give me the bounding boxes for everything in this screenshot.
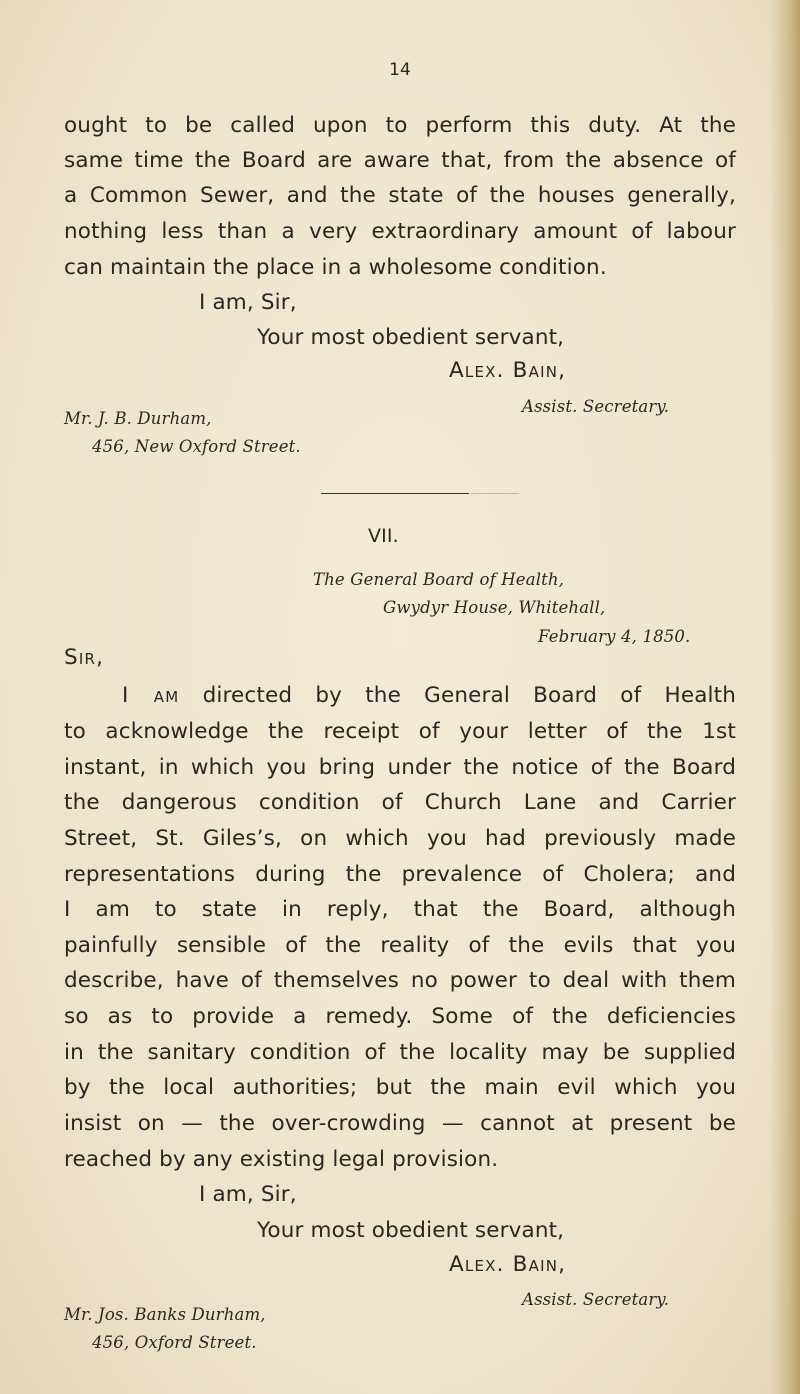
letter1-closing-servant: Your most obedient servant, (257, 325, 565, 350)
body-line: I am to state in reply, that the Board, although (64, 897, 736, 922)
paragraph-line: nothing less than a very extraordinary amount of labour (64, 219, 736, 244)
paragraph-line: same time the Board are aware that, from the absence of (64, 148, 736, 173)
letter2-sender: The General Board of Health, (313, 570, 565, 589)
page-number: 14 (389, 60, 411, 80)
body-line: to acknowledge the receipt of your letter of the 1st (64, 719, 736, 744)
section-divider (321, 493, 469, 494)
body-line: reached by any existing legal provision. (64, 1147, 499, 1172)
letter2-closing-servant: Your most obedient servant, (257, 1218, 565, 1243)
body-line: painfully sensible of the reality of the evils that you (64, 933, 736, 958)
letter2-addressee-name: Mr. Jos. Banks Durham, (64, 1305, 266, 1324)
body-line: insist on — the over-crowding — cannot at present be (64, 1111, 736, 1136)
section-divider-faint (471, 493, 519, 494)
page-edge-shadow (770, 0, 800, 1394)
paragraph-line: a Common Sewer, and the state of the houses generally, (64, 183, 736, 208)
body-line: so as to provide a remedy. Some of the deficiencies (64, 1004, 736, 1029)
letter1-addressee-address: 456, New Oxford Street. (92, 437, 301, 456)
body-line: describe, have of themselves no power to deal with them (64, 968, 736, 993)
letter2-title: Assist. Secretary. (522, 1290, 670, 1309)
body-line: by the local authorities; but the main evil which you (64, 1075, 736, 1100)
letter2-closing: I am, Sir, (199, 1182, 297, 1207)
opening-words: I am (122, 683, 180, 708)
letter2-date: February 4, 1850. (538, 627, 691, 646)
section-number: VII. (368, 525, 399, 547)
body-line: instant, in which you bring under the notice of the Board (64, 755, 736, 780)
letter1-signature: Alex. Bain, (449, 358, 567, 383)
letter2-salutation: Sir, (64, 645, 105, 670)
body-line: directed by the General Board of Health (202, 683, 737, 708)
letter1-title: Assist. Secretary. (522, 397, 670, 416)
paragraph-line: can maintain the place in a wholesome condition. (64, 255, 607, 280)
letter1-addressee-name: Mr. J. B. Durham, (64, 409, 212, 428)
letter2-signature: Alex. Bain, (449, 1252, 567, 1277)
letter2-sender-address: Gwydyr House, Whitehall, (383, 598, 606, 617)
body-line: in the sanitary condition of the locality may be supplied (64, 1040, 736, 1065)
body-first-line (122, 683, 736, 708)
body-line: Street, St. Giles’s, on which you had previously made (64, 826, 736, 851)
letter1-closing: I am, Sir, (199, 290, 297, 315)
body-line: representations during the prevalence of Cholera; and (64, 862, 736, 887)
body-line: the dangerous condition of Church Lane and Carrier (64, 790, 736, 815)
letter2-addressee-address: 456, Oxford Street. (92, 1333, 257, 1352)
paragraph-line: ought to be called upon to perform this duty. At the (64, 113, 736, 138)
